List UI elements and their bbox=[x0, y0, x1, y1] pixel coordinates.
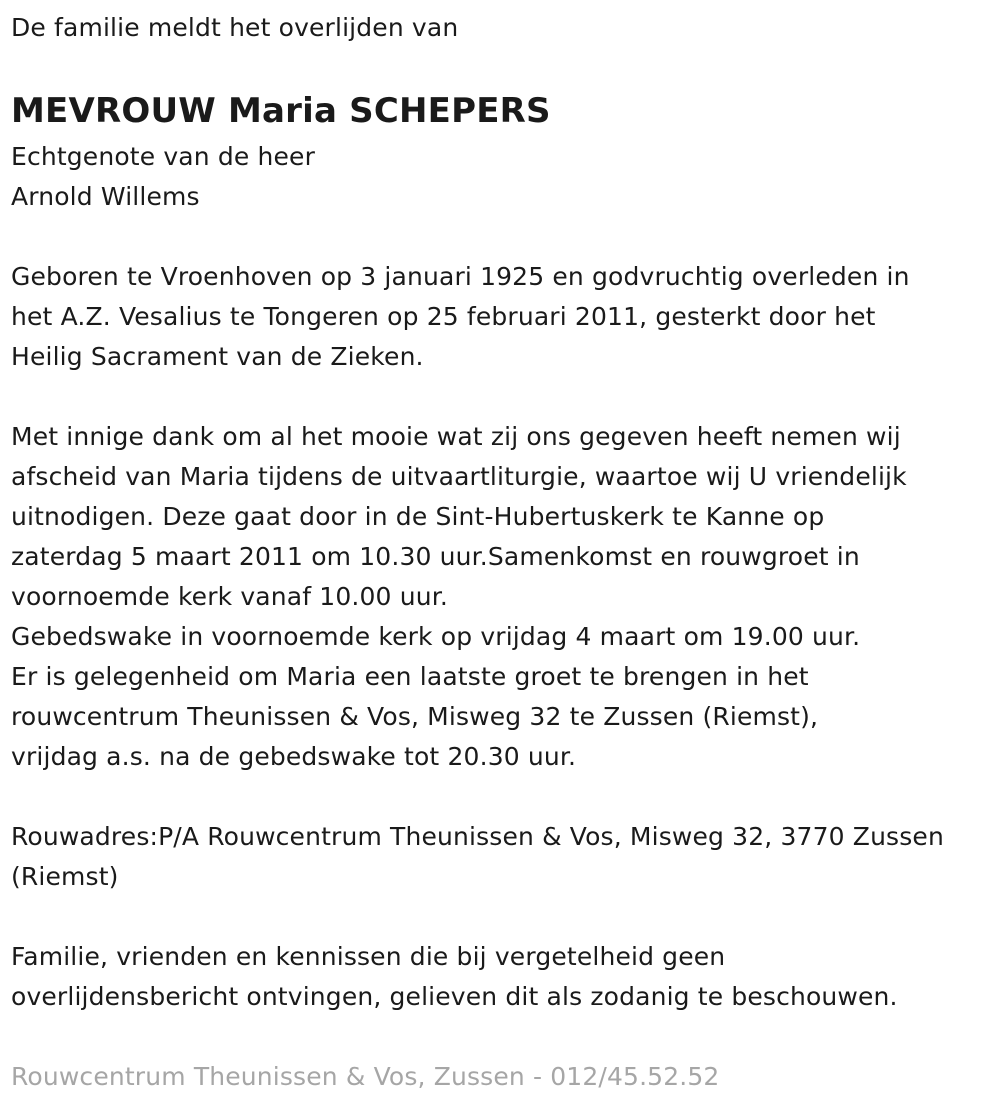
paragraph-line: Met innige dank om al het mooie wat zij ons gegeven heeft nemen wij bbox=[11, 422, 901, 451]
deceased-name: MEVROUW Maria SCHEPERS bbox=[11, 91, 551, 131]
paragraph-line: Rouwadres:P/A Rouwcentrum Theunissen & Vos, Misweg 32, 3770 Zussen bbox=[11, 822, 944, 851]
intro-text: De familie meldt het overlijden van bbox=[11, 13, 459, 42]
paragraph-line: overlijdensbericht ontvingen, gelieven dit als zodanig te beschouwen. bbox=[11, 982, 898, 1011]
paragraph-line: voornoemde kerk vanaf 10.00 uur. bbox=[11, 582, 448, 611]
spouse-name: Arnold Willems bbox=[11, 182, 200, 211]
birth-death-paragraph bbox=[11, 257, 1000, 377]
spouse-line: Echtgenote van de heer bbox=[11, 142, 315, 171]
paragraph-line: Familie, vrienden en kennissen die bij vergetelheid geen bbox=[11, 942, 726, 971]
spacer bbox=[11, 777, 1000, 817]
paragraph-line: het A.Z. Vesalius te Tongeren op 25 februari 2011, gesterkt door het bbox=[11, 302, 876, 331]
paragraph-line: Geboren te Vroenhoven op 3 januari 1925 en godvruchtig overleden in bbox=[11, 262, 910, 291]
paragraph-line: uitnodigen. Deze gaat door in de Sint-Hubertuskerk te Kanne op bbox=[11, 502, 825, 531]
funeral-home-footer: Rouwcentrum Theunissen & Vos, Zussen - 012/45.52.52 bbox=[11, 1062, 720, 1091]
address-paragraph bbox=[11, 817, 1000, 897]
paragraph-line: vrijdag a.s. na de gebedswake tot 20.30 uur. bbox=[11, 742, 577, 771]
paragraph-line: Heilig Sacrament van de Zieken. bbox=[11, 342, 424, 371]
paragraph-line: (Riemst) bbox=[11, 862, 119, 891]
paragraph-line: Gebedswake in voornoemde kerk op vrijdag 4 maart om 19.00 uur. bbox=[11, 622, 861, 651]
paragraph-line: afscheid van Maria tijdens de uitvaartliturgie, waartoe wij U vriendelijk bbox=[11, 462, 907, 491]
paragraph-line: Er is gelegenheid om Maria een laatste groet te brengen in het bbox=[11, 662, 809, 691]
paragraph-line: zaterdag 5 maart 2011 om 10.30 uur.Samenkomst en rouwgroet in bbox=[11, 542, 860, 571]
paragraph-line: rouwcentrum Theunissen & Vos, Misweg 32 te Zussen (Riemst), bbox=[11, 702, 819, 731]
closing-paragraph bbox=[11, 937, 1000, 1017]
spacer bbox=[11, 217, 1000, 257]
spacer bbox=[11, 377, 1000, 417]
spacer bbox=[11, 897, 1000, 937]
funeral-paragraph bbox=[11, 417, 1000, 777]
